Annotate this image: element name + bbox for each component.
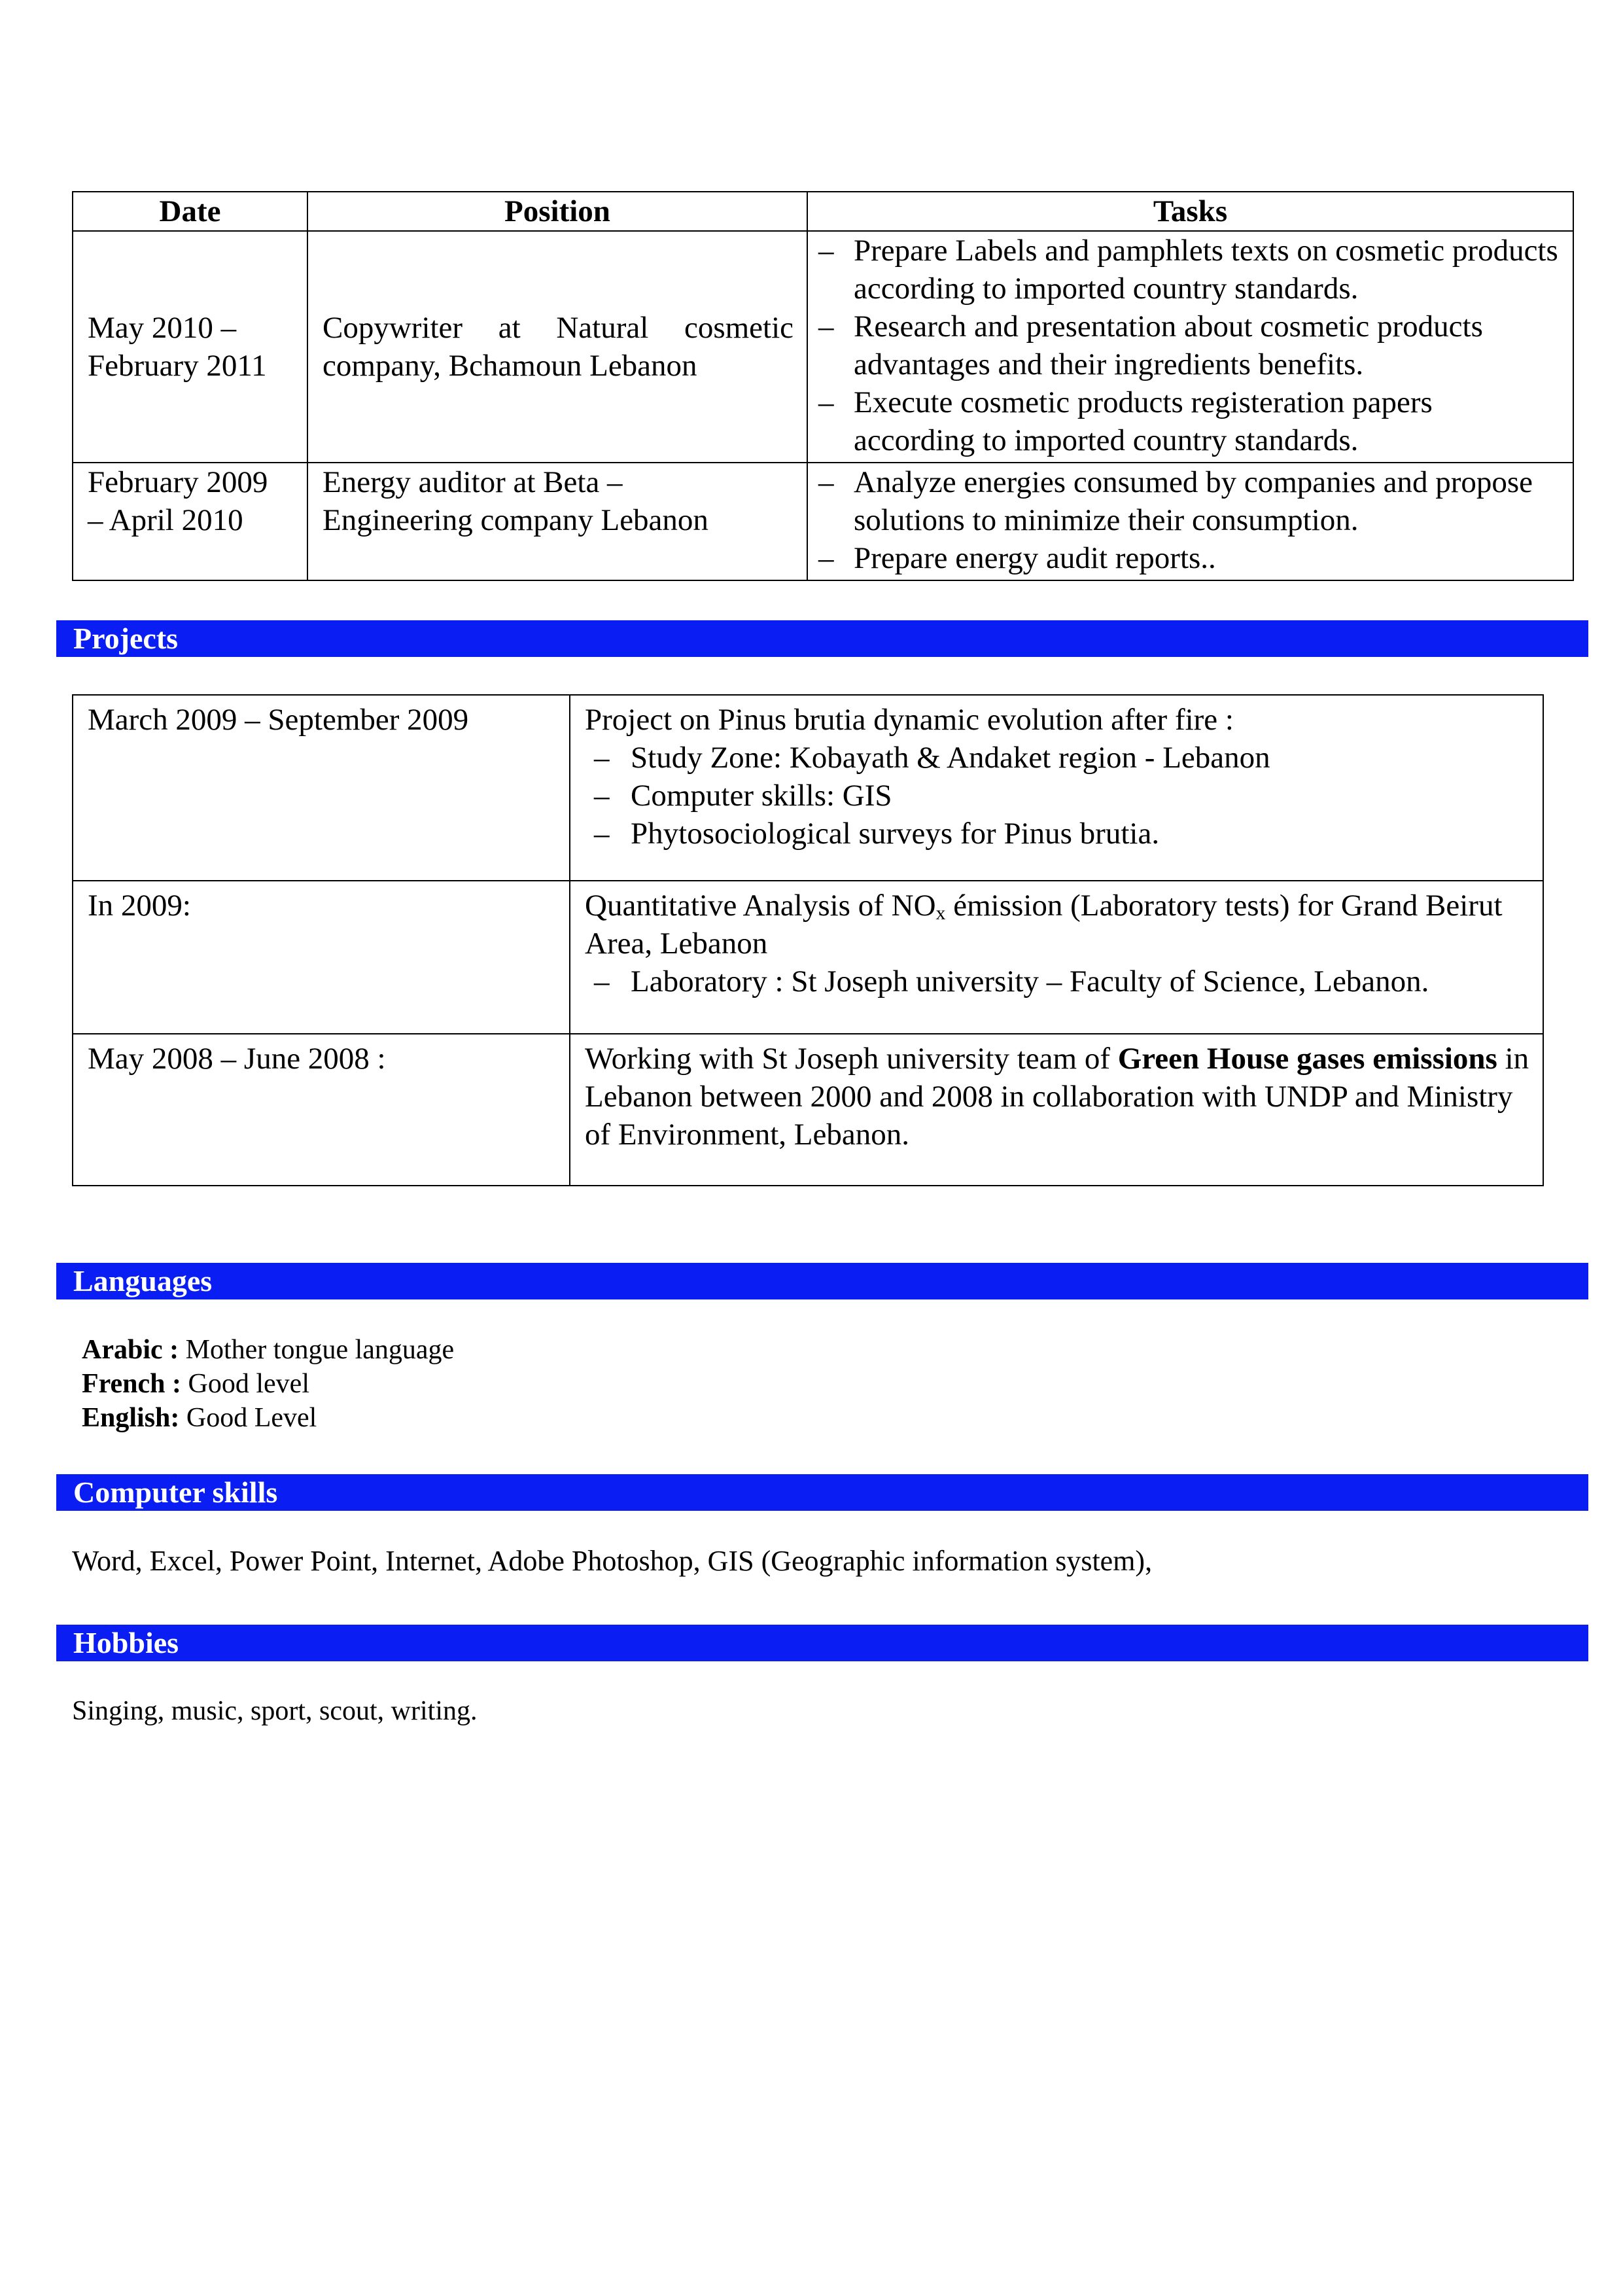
date-line: February 2009 [88, 465, 268, 499]
task-item: – Analyze energies consumed by companies and propose solutions to minimize their consumption. [808, 463, 1560, 539]
project-row [73, 695, 1543, 881]
experience-header-row [73, 192, 1573, 231]
experience-position [307, 463, 807, 580]
project-date: May 2008 – June 2008 : [73, 1034, 570, 1186]
experience-date [73, 231, 307, 463]
task-item: – Execute cosmetic products registeration papers according to imported country standards. [808, 383, 1560, 459]
section-header-computer-skills: Computer skills [56, 1474, 1588, 1511]
task-list [808, 232, 1560, 459]
project-description [570, 695, 1543, 881]
date-line: May 2010 – [88, 311, 237, 345]
project-item: – Study Zone: Kobayath & Andaket region - Lebanon [585, 739, 1529, 777]
task-item: – Research and presentation about cosmetic products advantages and their ingredients benefits. [808, 308, 1560, 383]
experience-row [73, 463, 1573, 580]
project-description [570, 881, 1543, 1034]
project-item: – Computer skills: GIS [585, 777, 1529, 815]
header-tasks: Tasks [807, 192, 1573, 231]
task-list [808, 463, 1560, 577]
project-date: March 2009 – September 2009 [73, 695, 570, 881]
language-item: English: Good Level [82, 1403, 317, 1433]
project-item-list [585, 963, 1529, 1000]
project-row [73, 881, 1543, 1034]
position-line: Engineering company Lebanon [323, 503, 708, 537]
project-item: – Laboratory : St Joseph university – Faculty of Science, Lebanon. [585, 963, 1529, 1000]
hobbies-text: Singing, music, sport, scout, writing. [72, 1696, 478, 1726]
task-item: – Prepare Labels and pamphlets texts on cosmetic products according to imported country standards. [808, 232, 1560, 308]
computer-skills-text: Word, Excel, Power Point, Internet, Adobe Photoshop, GIS (Geographic information system), [72, 1545, 1153, 1577]
experience-tasks [807, 463, 1573, 580]
project-description: Working with St Joseph university team of Green House gases emissions in Lebanon between 2000 and 2008 in collaboration with UNDP and Ministry of Environment, Lebanon. [570, 1034, 1543, 1186]
project-item-list [585, 739, 1529, 853]
header-date: Date [73, 192, 307, 231]
date-line: February 2011 [88, 349, 267, 383]
section-header-hobbies: Hobbies [56, 1625, 1588, 1661]
project-title: Quantitative Analysis of $NO_x$ émission (Laboratory tests) for Grand Beirut Area, Lebanon [585, 889, 1503, 961]
project-title: Project on Pinus brutia dynamic evolution after fire : [585, 703, 1234, 737]
language-item: Arabic : Mother tongue language [82, 1335, 455, 1365]
experience-date [73, 463, 307, 580]
date-line: – April 2010 [88, 503, 243, 537]
experience-table [72, 191, 1574, 581]
position-line: Energy auditor at Beta – [323, 465, 623, 499]
section-header-projects: Projects [56, 620, 1588, 657]
header-position: Position [307, 192, 807, 231]
experience-position: Copywriter at Natural cosmetic company, Bchamoun Lebanon [307, 231, 807, 463]
project-date: In 2009: [73, 881, 570, 1034]
project-row [73, 1034, 1543, 1186]
language-item: French : Good level [82, 1369, 309, 1399]
bold-phrase: Green House gases emissions [1117, 1042, 1497, 1076]
experience-tasks [807, 231, 1573, 463]
experience-row [73, 231, 1573, 463]
languages-list [82, 1333, 454, 1435]
project-item: – Phytosociological surveys for Pinus brutia. [585, 815, 1529, 853]
section-header-languages: Languages [56, 1263, 1588, 1299]
task-item: – Prepare energy audit reports.. [808, 539, 1560, 577]
projects-table [72, 694, 1544, 1186]
